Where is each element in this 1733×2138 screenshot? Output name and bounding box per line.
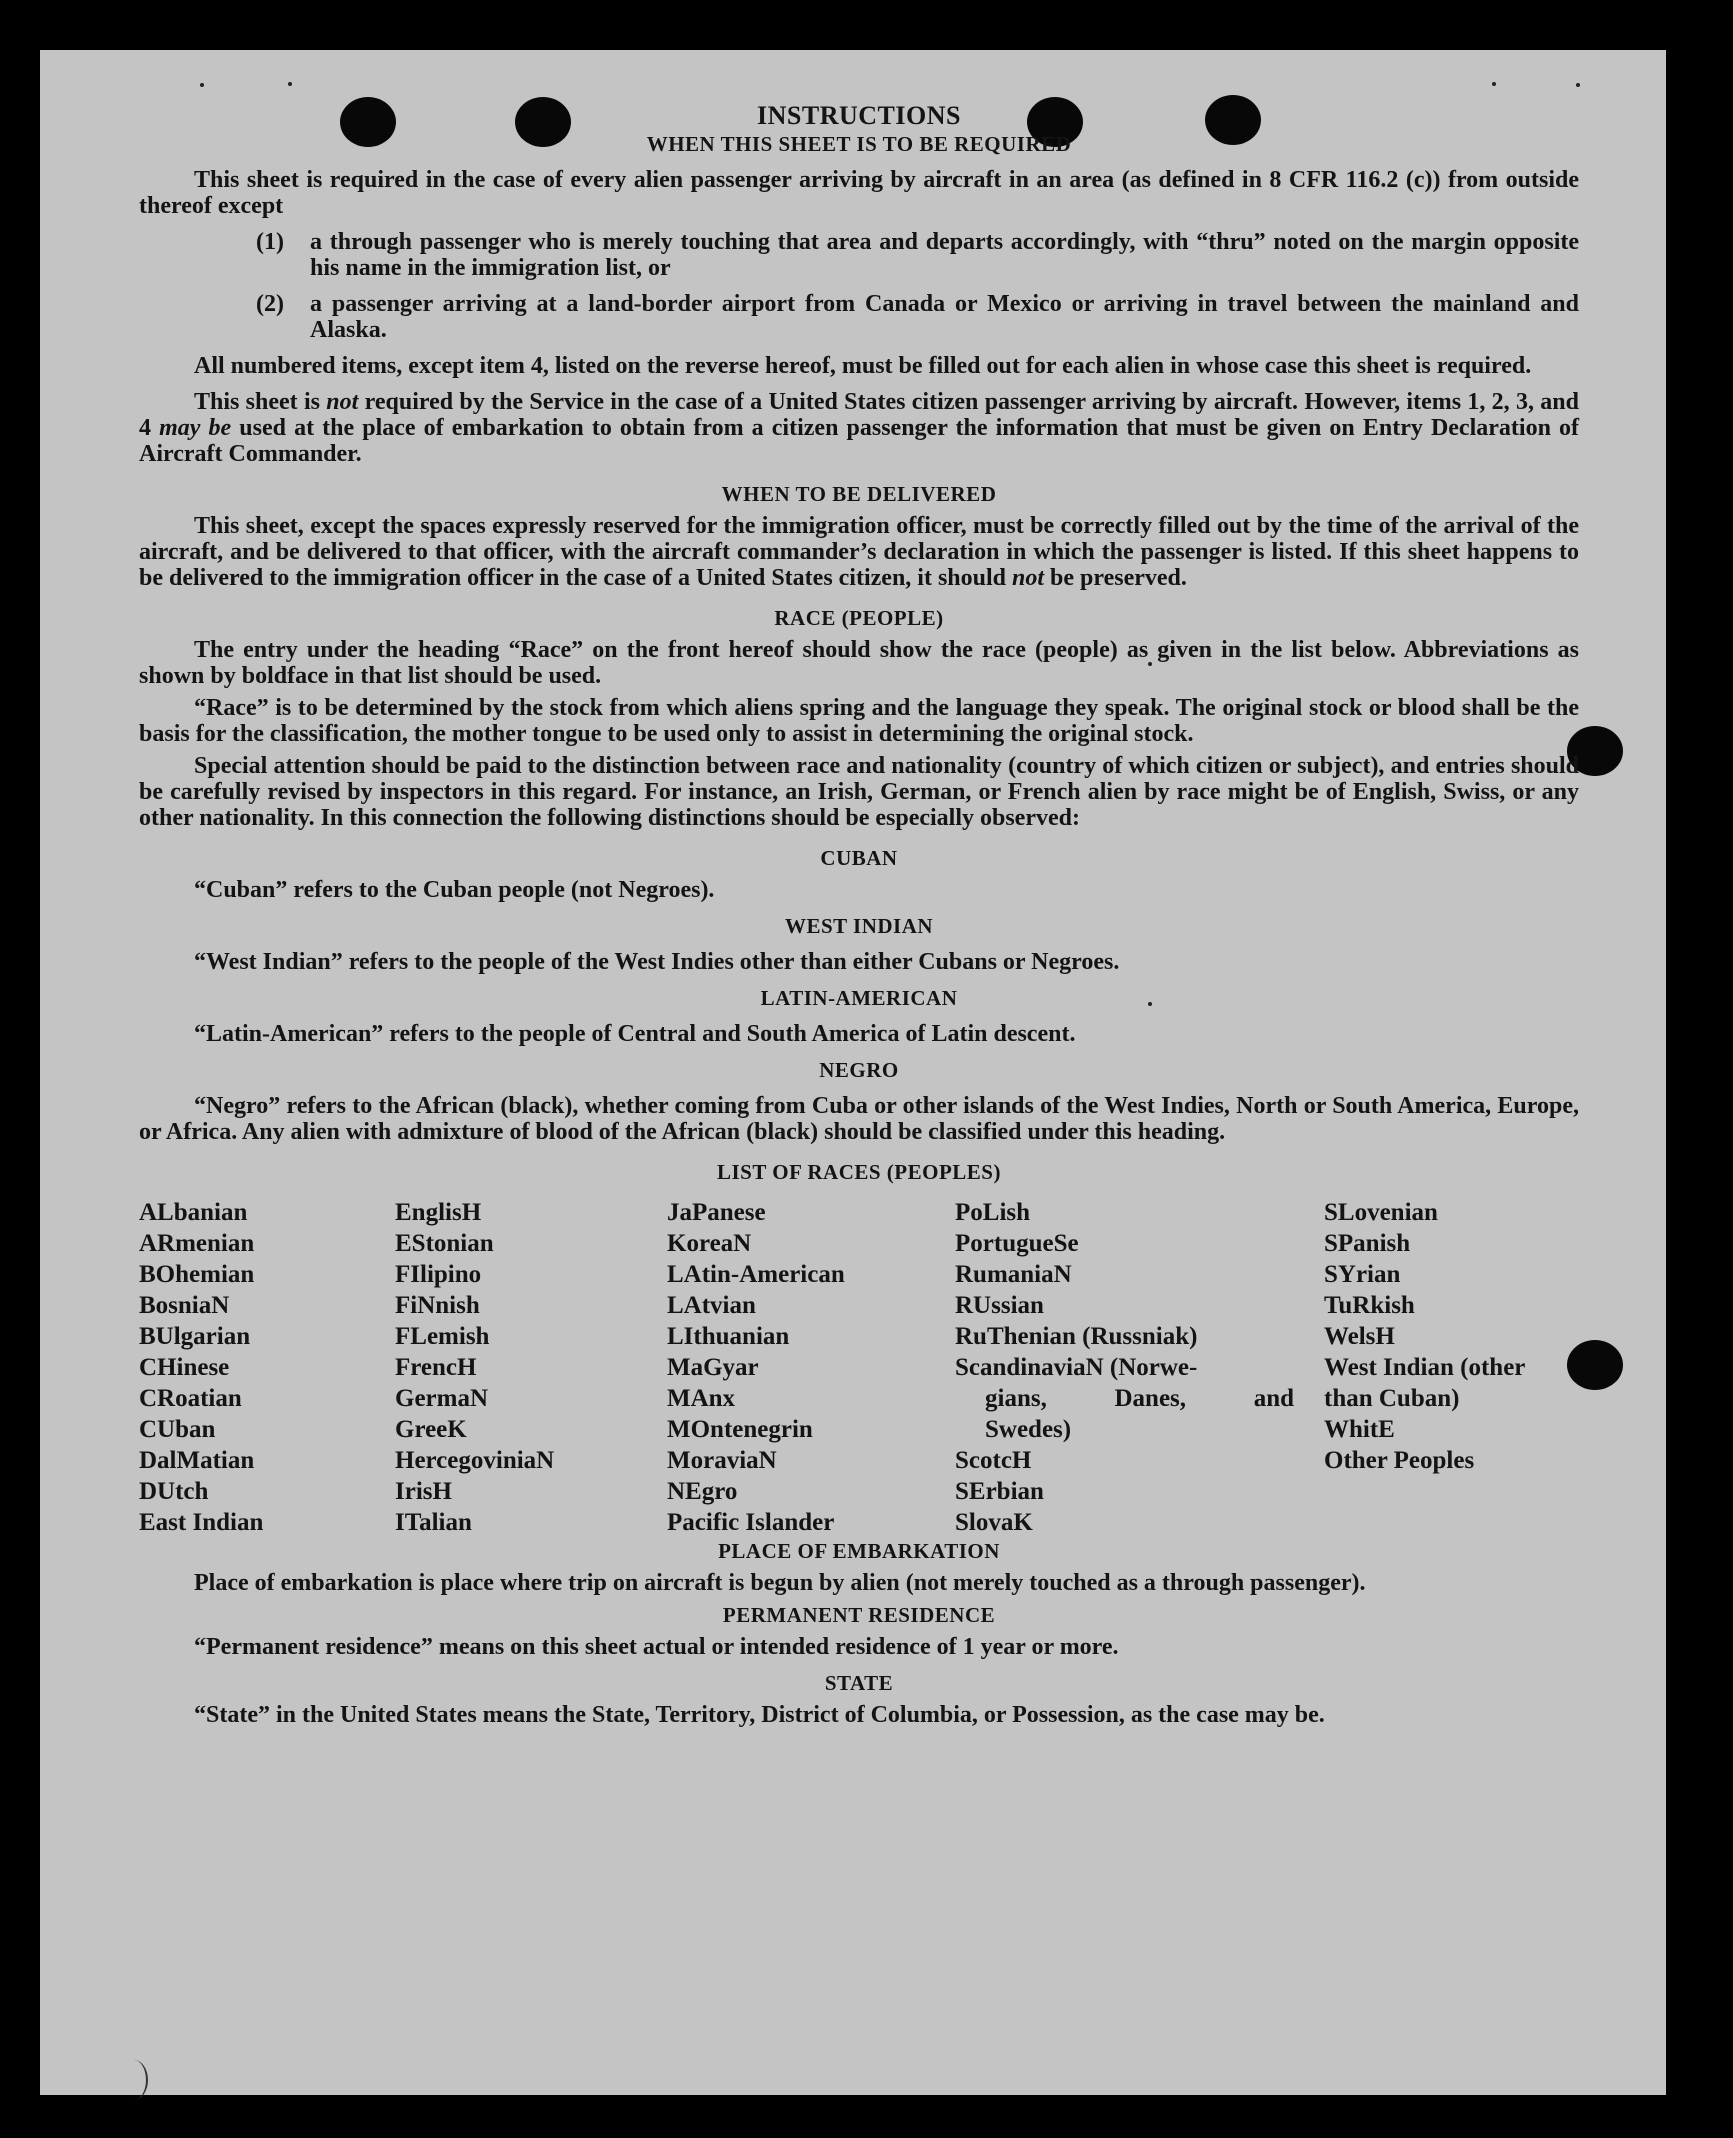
embarkation-paragraph: Place of embarkation is place where trip on aircraft is begun by alien (not merely touched as a through passenger). [194, 1570, 1366, 1596]
race-entry: PoLish [955, 1199, 1031, 1226]
definition-negro: “Negro” refers to the African (black), whether coming from Cuba or other islands of the West Indies, North or South America, Europe, or Africa. Any alien with admixture of blood of the African (black) should be classified under this heading. [139, 1093, 1579, 1145]
speck [200, 83, 204, 87]
page-title: INSTRUCTIONS [757, 101, 961, 130]
exception-item [256, 229, 1579, 281]
speck [288, 82, 292, 86]
race-paragraph-3: Special attention should be paid to the distinction between race and nationality (country of which citizen or subject), and entries should be carefully revised by inspectors in this regard. For instance, an Irish, German, or French alien by race might be of English, Swiss, or any other nationality. In this connection the following distinctions should be especially observed: [139, 753, 1579, 831]
race-entry: FIlipino [395, 1261, 482, 1288]
race-entry: MAnx [667, 1385, 736, 1412]
race-entry: TuRkish [1324, 1292, 1415, 1319]
race-entry: SlovaK [955, 1509, 1033, 1536]
race-entry: BOhemian [139, 1261, 255, 1288]
race-entry: ALbanian [139, 1199, 248, 1226]
heading-negro: NEGRO [819, 1058, 899, 1082]
race-entry: GermaN [395, 1385, 489, 1412]
race-entry: DalMatian [139, 1447, 255, 1474]
race-entry: EStonian [395, 1230, 494, 1257]
races-column [139, 1197, 395, 1538]
race-entry: SLovenian [1324, 1199, 1438, 1226]
race-entry: CUban [139, 1416, 216, 1443]
race-entry: LAtvian [667, 1292, 756, 1319]
race-entry: WhitE [1324, 1416, 1395, 1443]
race-entry: BosniaN [139, 1292, 230, 1319]
race-entry: Pacific Islander [667, 1509, 835, 1536]
heading-state: STATE [824, 1671, 894, 1695]
required-intro: This sheet is required in the case of every alien passenger arriving by aircraft in an area (as defined in 8 CFR 116.2 (c)) from outside thereof except [139, 167, 1579, 219]
citizen-paragraph: This sheet is not required by the Service in the case of a United States citizen passenger arriving by aircraft. However, items 1, 2, 3, and 4 may be used at the place of embarkation to obtain from a citizen passenger the information that must be given on Entry Declaration of Aircraft Commander. [139, 389, 1580, 467]
races-column [395, 1197, 667, 1538]
delivered-paragraph: This sheet, except the spaces expressly reserved for the immigration officer, must be correctly filled out by the time of the arrival of the aircraft, and be delivered to that officer, with the aircraft commander’s declaration in which the passenger is listed. If this sheet happens to be delivered to the immigration officer in the case of a United States citizen, it should not be preserved. [139, 513, 1579, 591]
races-column [1324, 1197, 1579, 1538]
race-entry: BUlgarian [139, 1323, 251, 1350]
race-entry: CHinese [139, 1354, 230, 1381]
definition-west-indian: “West Indian” refers to the people of the West Indies other than either Cubans or Negroes. [194, 949, 1120, 975]
race-entry: FLemish [395, 1323, 490, 1350]
exception-item [256, 291, 1579, 343]
residence-paragraph: “Permanent residence” means on this sheet actual or intended residence of 1 year or more. [194, 1634, 1119, 1660]
race-entry: HercegoviniaN [395, 1447, 555, 1474]
race-entry: JaPanese [667, 1199, 766, 1226]
race-entry: MoraviaN [667, 1447, 777, 1474]
exception-text: a through passenger who is merely touching that area and departs accordingly, with “thru” noted on the margin opposite his name in the immigration list, or [310, 229, 1579, 281]
heading-race: RACE (PEOPLE) [774, 606, 944, 630]
race-entry: ITalian [395, 1509, 472, 1536]
race-entry: RuThenian (Russniak) [955, 1323, 1198, 1350]
race-entry: Swedes) [985, 1416, 1072, 1443]
exception-number: (2) [256, 291, 284, 317]
race-entry: FiNnish [395, 1292, 480, 1319]
race-entry: LAtin-American [667, 1261, 845, 1288]
race-entry: ARmenian [139, 1230, 255, 1257]
race-entry: SYrian [1324, 1261, 1401, 1288]
heading-embarkation: PLACE OF EMBARKATION [718, 1539, 1000, 1563]
race-entry: GreeK [395, 1416, 467, 1443]
race-entry: RumaniaN [955, 1261, 1072, 1288]
races-list [139, 1197, 1579, 1538]
speck [1576, 83, 1580, 87]
state-paragraph: “State” in the United States means the State, Territory, District of Columbia, or Possession, as the case may be. [194, 1702, 1325, 1728]
race-entry: East Indian [139, 1509, 264, 1536]
heading-when-delivered: WHEN TO BE DELIVERED [721, 482, 997, 506]
instructions-text [139, 103, 1579, 1728]
race-entry: FrencH [395, 1354, 477, 1381]
race-entry: gians, Danes, and [985, 1385, 1294, 1412]
numbered-items-paragraph: All numbered items, except item 4, listed on the reverse hereof, must be filled out for each alien in whose case this sheet is required. [194, 353, 1532, 379]
race-entry: DUtch [139, 1478, 209, 1505]
heading-list-of-races: LIST OF RACES (PEOPLES) [717, 1160, 1001, 1184]
race-paragraph-1: The entry under the heading “Race” on the front hereof should show the race (people) as given in the list below. Abbreviations as shown by boldface in that list should be used. [139, 637, 1579, 689]
definition-latin-american: “Latin-American” refers to the people of Central and South America of Latin descent. [194, 1021, 1076, 1047]
race-entry: MaGyar [667, 1354, 759, 1381]
race-entry: PortugueSe [955, 1230, 1079, 1257]
races-column [667, 1197, 955, 1538]
race-entry: CRoatian [139, 1385, 242, 1412]
race-entry: LIthuanian [667, 1323, 790, 1350]
race-entry: Other Peoples [1324, 1447, 1475, 1474]
heading-permanent-residence: PERMANENT RESIDENCE [722, 1603, 996, 1627]
heading-latin-american: LATIN-AMERICAN [760, 986, 958, 1010]
definition-cuban: “Cuban” refers to the Cuban people (not Negroes). [194, 877, 715, 903]
heading-west-indian: WEST INDIAN [784, 914, 934, 938]
race-entry: RUssian [955, 1292, 1044, 1319]
paper-curl [120, 2060, 148, 2100]
race-entry: ScotcH [955, 1447, 1032, 1474]
race-entry: West Indian (other [1324, 1354, 1526, 1381]
race-entry: SErbian [955, 1478, 1044, 1505]
races-column [955, 1197, 1324, 1538]
race-entry: than Cuban) [1324, 1385, 1460, 1412]
exception-number: (1) [256, 229, 284, 255]
speck [1492, 82, 1496, 86]
race-paragraph-2: “Race” is to be determined by the stock from which aliens spring and the language they speak. The original stock or blood shall be the basis for the classification, the mother tongue to be used only to assist in determining the original stock. [139, 695, 1579, 747]
race-entry: KoreaN [667, 1230, 752, 1257]
race-entry: IrisH [395, 1478, 452, 1505]
race-entry: MOntenegrin [667, 1416, 813, 1443]
race-entry: SPanish [1324, 1230, 1411, 1257]
exception-text: a passenger arriving at a land-border airport from Canada or Mexico or arriving in travel between the mainland and Alaska. [310, 291, 1579, 343]
race-entry: NEgro [667, 1478, 738, 1505]
heading-cuban: CUBAN [820, 846, 898, 870]
race-entry: ScandinaviaN (Norwe- [955, 1354, 1198, 1381]
race-entry: EnglisH [395, 1199, 482, 1226]
race-entry: WelsH [1324, 1323, 1395, 1350]
heading-when-required: WHEN THIS SHEET IS TO BE REQUIRED [646, 132, 1072, 156]
